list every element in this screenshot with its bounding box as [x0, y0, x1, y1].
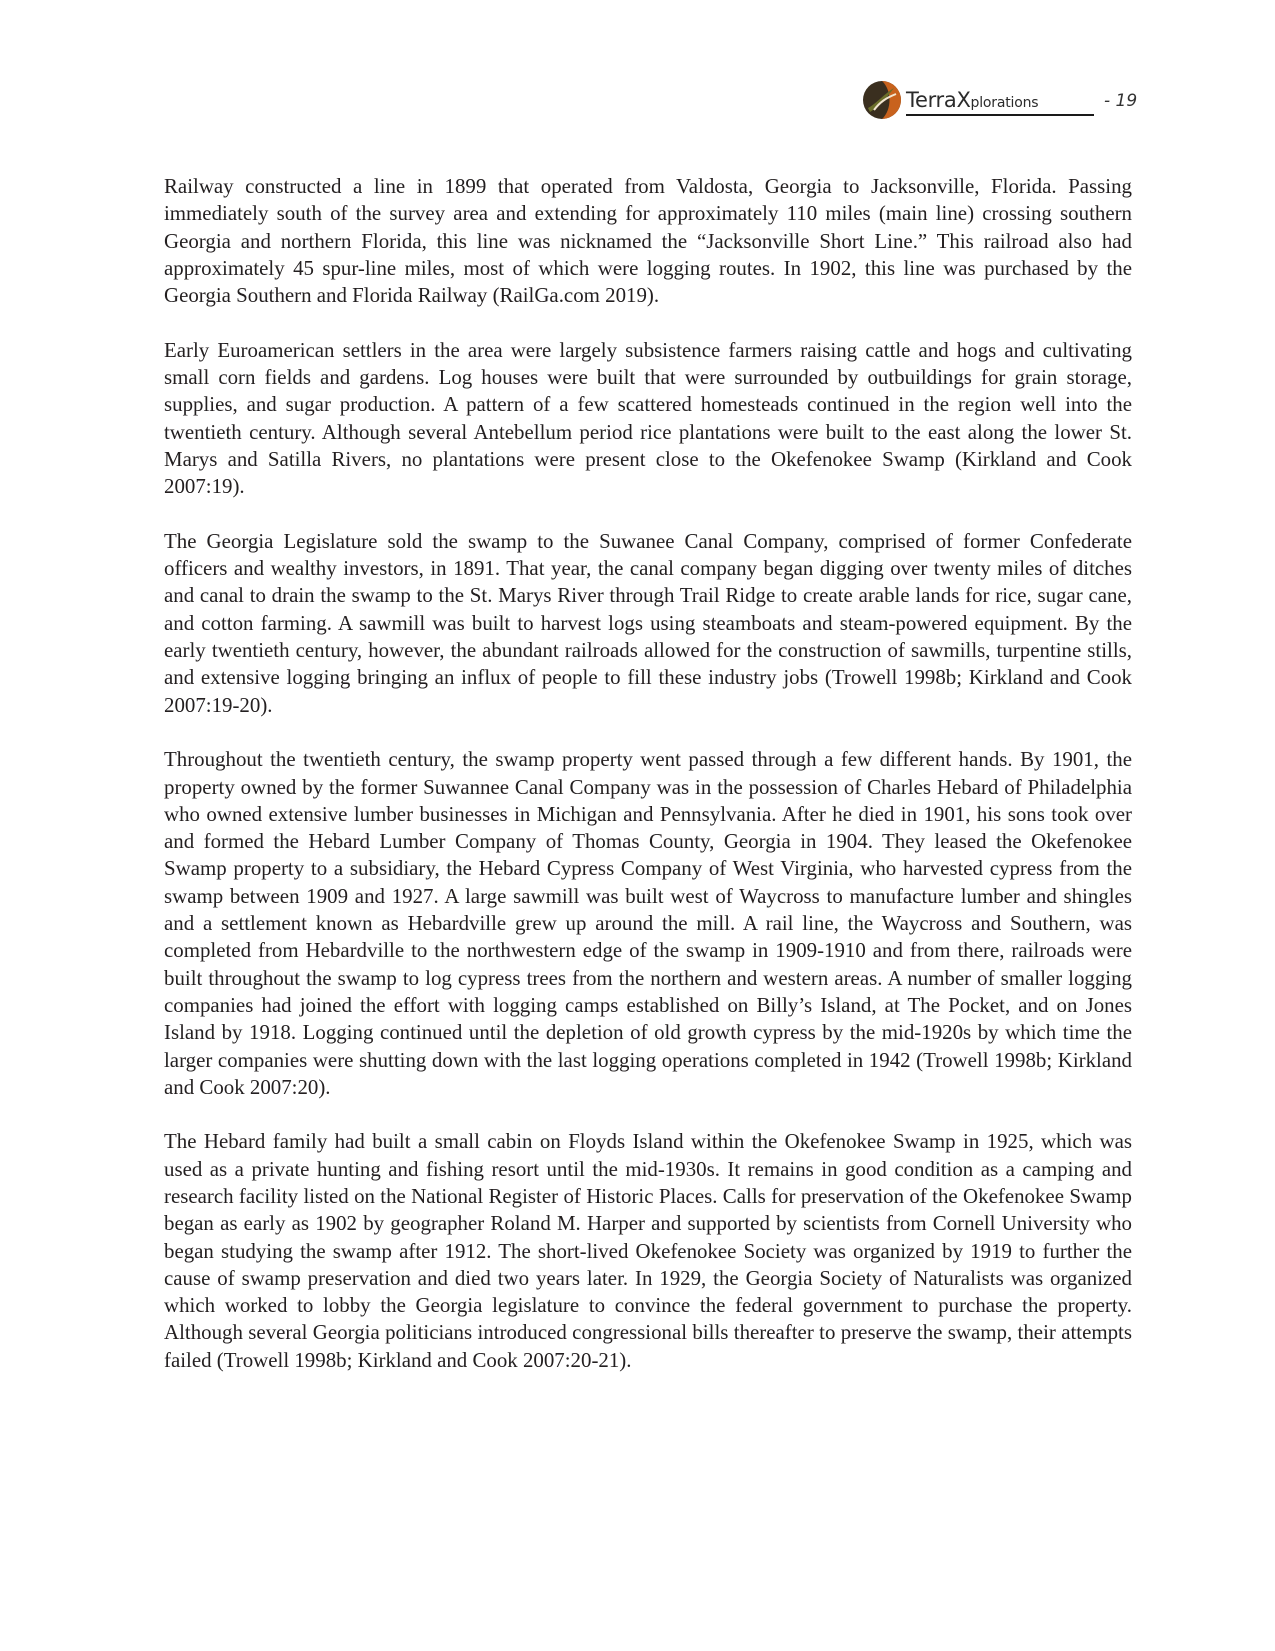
body-text [164, 173, 1132, 1401]
paragraph-legislature: The Georgia Legislature sold the swamp to the Suwanee Canal Company, comprised of former Confederate officers and wealthy investors, in 1891. That year, the canal company began digging over twenty miles of ditches and canal to drain the swamp to the St. Marys River through Trail Ridge to create arable lands for rice, sugar cane, and cotton farming. A sawmill was built to harvest logs using steamboats and steam-powered equipment. By the early twentieth century, however, the abundant railroads allowed for the construction of sawmills, turpentine stills, and extensive logging bringing an influx of people to fill these industry jobs (Trowell 1998b; Kirkland and Cook 2007:19-20). [164, 528, 1132, 717]
paragraph-settlers: Early Euroamerican settlers in the area were largely subsistence farmers raising cattle and hogs and cultivating small corn fields and gardens. Log houses were built that were surrounded by outbuildings for grain storage, supplies, and sugar production. A pattern of a few scattered homesteads continued in the region well into the twentieth century. Although several Antebellum period rice plantations were built to the east along the lower St. Marys and Satilla Rivers, no plantations were present close to the Okefenokee Swamp (Kirkland and Cook 2007:19). [164, 337, 1132, 499]
terraxplorations-logo-icon [862, 80, 902, 120]
brand-name [906, 88, 1094, 112]
page-header [862, 80, 1192, 124]
paragraph-twentieth-century: Throughout the twentieth century, the swamp property went passed through a few different hands. By 1901, the property owned by the former Suwannee Canal Company was in the possession of Charles Hebard of Philadelphia who owned extensive lumber businesses in Michigan and Pennsylvania. After he died in 1901, his sons took over and formed the Hebard Lumber Company of Thomas County, Georgia in 1904. They leased the Okefenokee Swamp property to a subsidiary, the Hebard Cypress Company of West Virginia, who harvested cypress from the swamp between 1909 and 1927. A large sawmill was built west of Waycross to manufacture lumber and shingles and a settlement known as Hebardville grew up around the mill. A rail line, the Waycross and Southern, was completed from Hebardville to the northwestern edge of the swamp in 1909-1910 and from there, railroads were built throughout the swamp to log cypress trees from the northern and western areas. A number of smaller logging companies had joined the effort with logging camps established on Billy’s Island, at The Pocket, and on Jones Island by 1918. Logging continued until the depletion of old growth cypress by the mid-1920s by which time the larger companies were shutting down with the last logging operations completed in 1942 (Trowell 1998b; Kirkland and Cook 2007:20). [164, 747, 1132, 1099]
page-number: - 19 [1104, 91, 1138, 111]
paragraph-railway: Railway constructed a line in 1899 that operated from Valdosta, Georgia to Jacksonville, Florida. Passing immediately south of the survey area and extending for approximately 110 miles (main line) crossing southern Georgia and northern Florida, this line was nicknamed the “Jacksonville Short Line.” This railroad also had approximately 45 spur-line miles, most of which were logging routes. In 1902, this line was purchased by the Georgia Southern and Florida Railway (RailGa.com 2019). [164, 174, 1132, 308]
header-rule [906, 114, 1094, 116]
brand-name-main: TerraX [906, 88, 971, 112]
paragraph-hebard-family: The Hebard family had built a small cabin on Floyds Island within the Okefenokee Swamp in 1925, which was used as a private hunting and fishing resort until the mid-1930s. It remains in good condition as a camping and research facility listed on the National Register of Historic Places. Calls for preservation of the Okefenokee Swamp began as early as 1902 by geographer Roland M. Harper and supported by scientists from Cornell University who began studying the swamp after 1912. The short-lived Okefenokee Society was organized by 1919 to further the cause of swamp preservation and died two years later. In 1929, the Georgia Society of Naturalists was organized which worked to lobby the Georgia legislature to convince the federal government to purchase the property. Although several Georgia politicians introduced congressional bills thereafter to preserve the swamp, their attempts failed (Trowell 1998b; Kirkland and Cook 2007:20-21). [164, 1129, 1132, 1372]
brand-name-rest: plorations [970, 95, 1039, 111]
